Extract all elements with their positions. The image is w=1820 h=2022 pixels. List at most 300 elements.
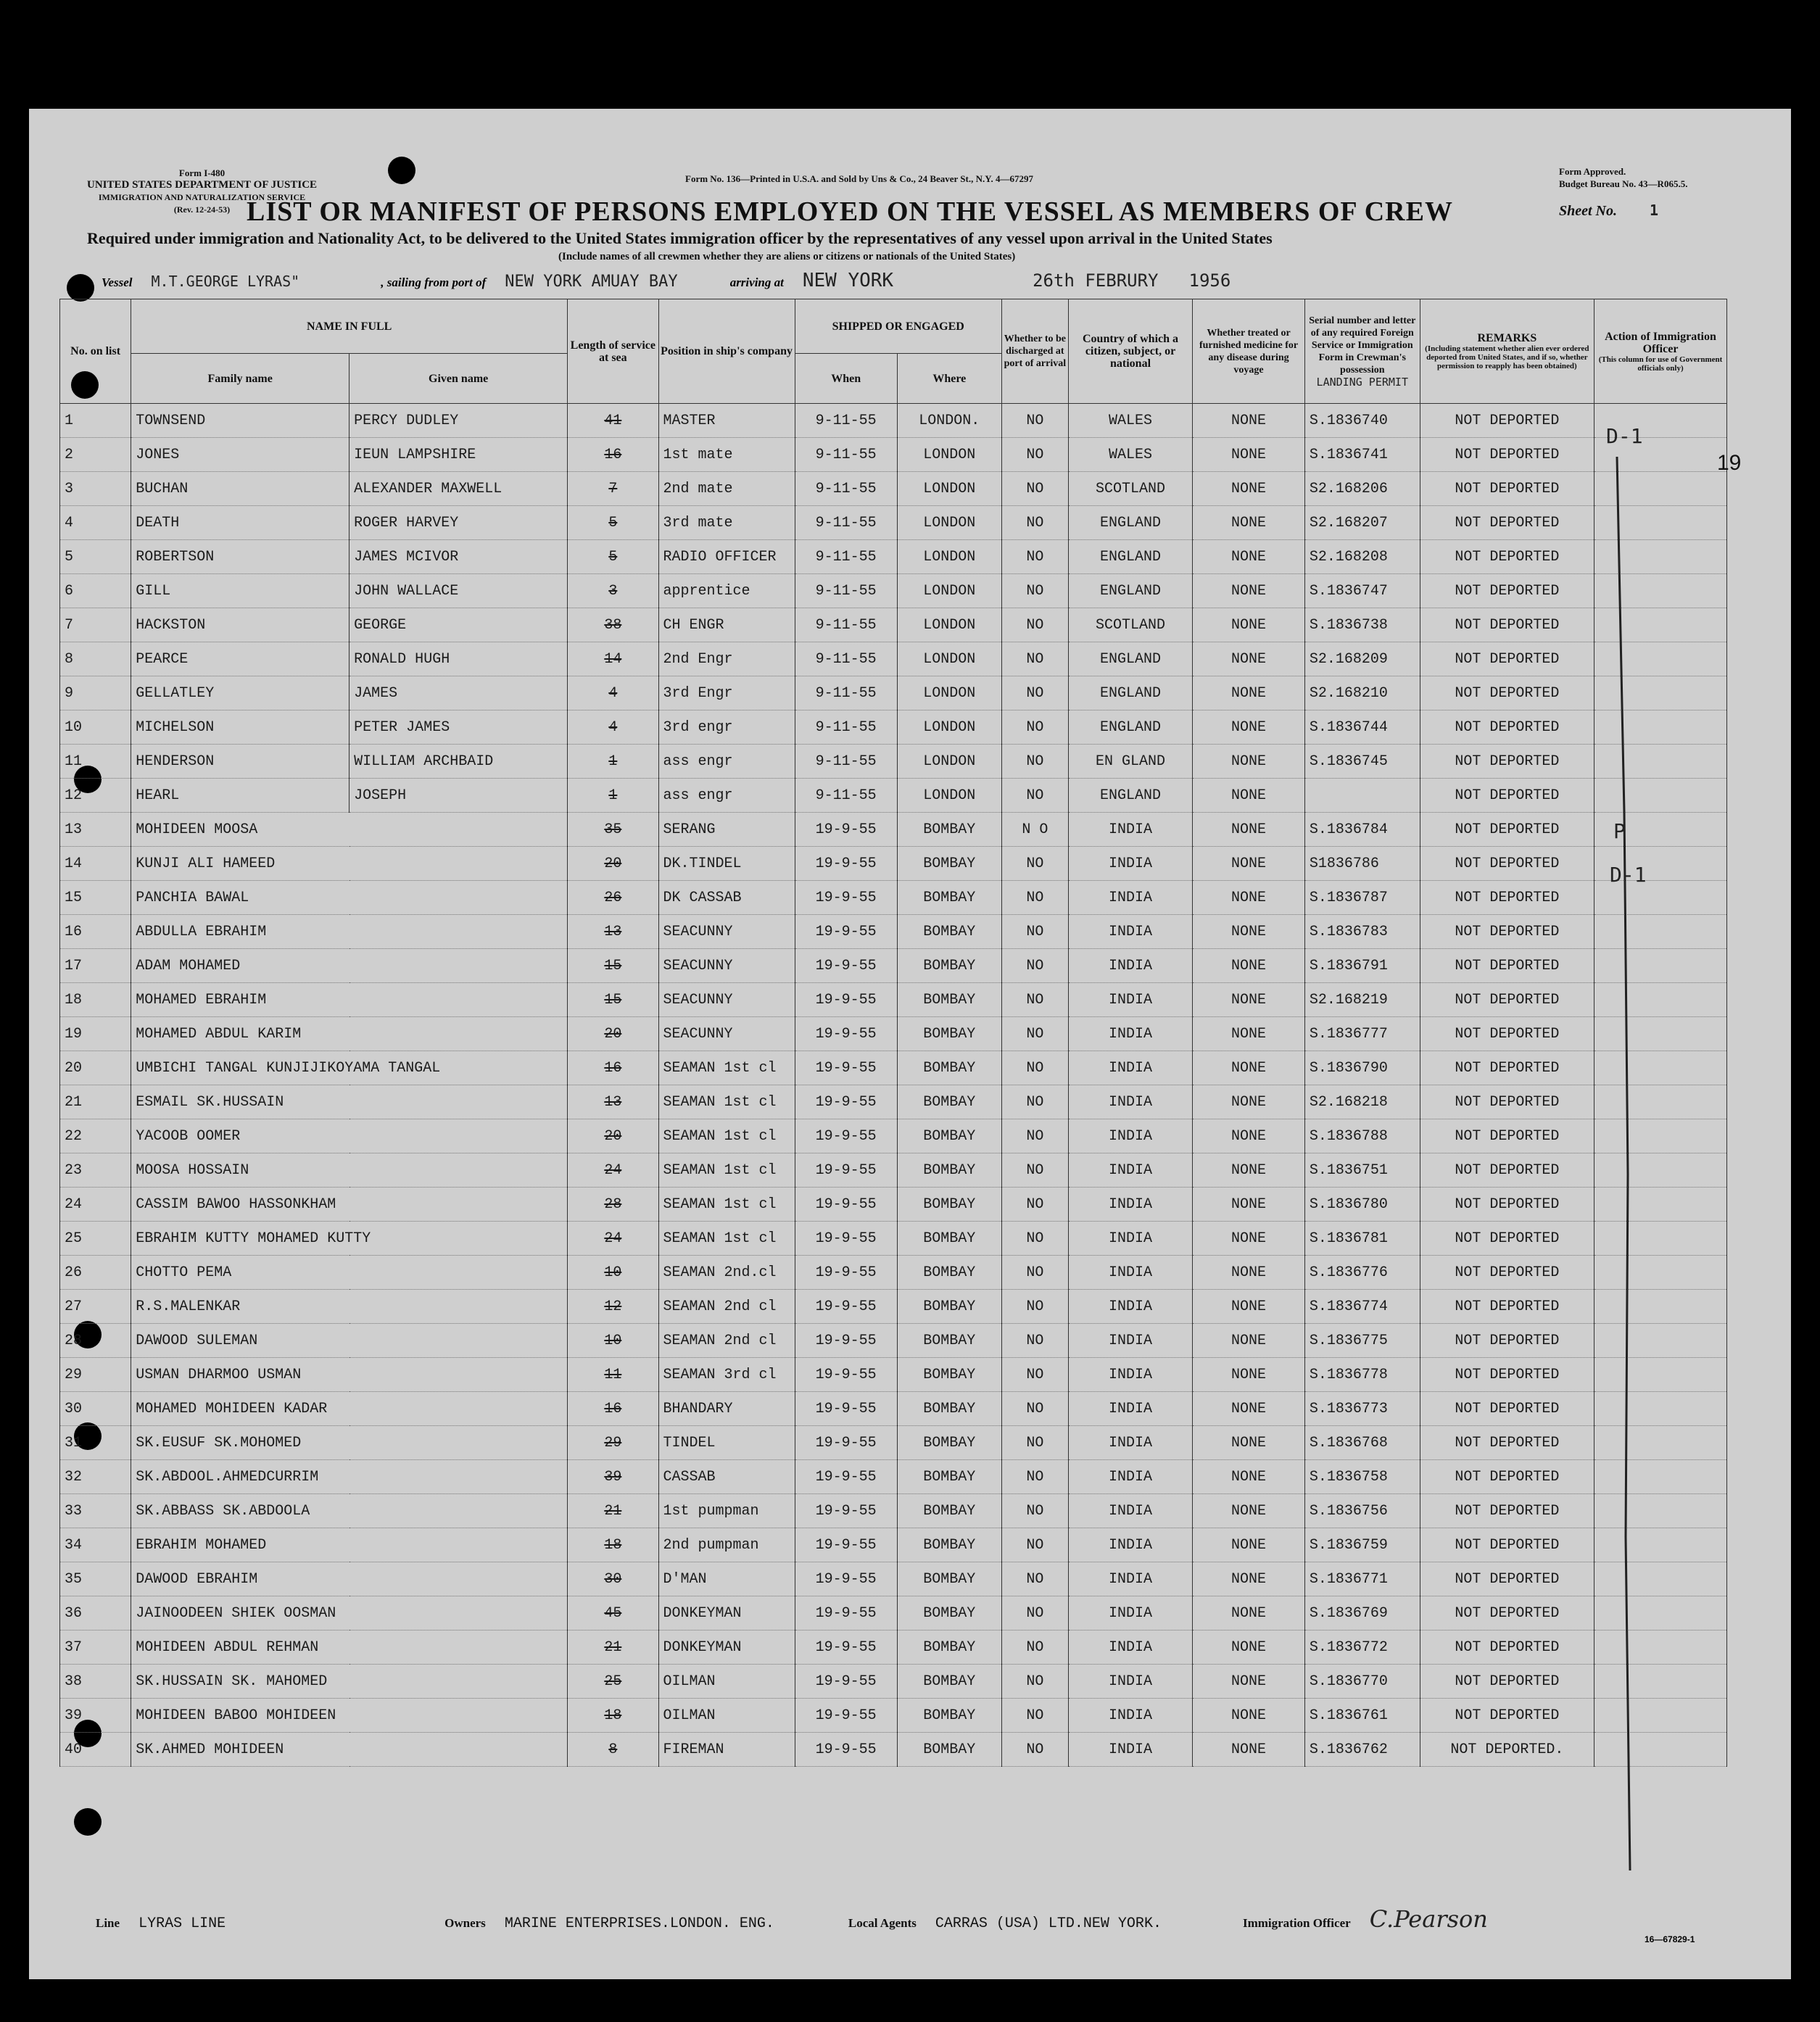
medicine-cell: NONE [1193,676,1305,710]
shipped-where-cell: BOMBAY [897,1665,1001,1699]
serial-number-cell: S.1836770 [1304,1665,1420,1699]
shipped-when-cell: 19-9-55 [795,1358,897,1392]
row-number-cell: 3 [60,472,131,506]
serial-number-cell [1304,779,1420,813]
medicine-cell: NONE [1193,1494,1305,1528]
remarks-cell: NOT DEPORTED [1420,1665,1594,1699]
table-row [60,472,1727,506]
position-cell: SEAMAN 2nd cl [658,1290,795,1324]
remarks-cell: NOT DEPORTED [1420,438,1594,472]
shipped-where-cell: BOMBAY [897,1699,1001,1733]
serial-number-cell: S.1836776 [1304,1256,1420,1290]
discharge-cell: NO [1001,1699,1068,1733]
position-cell: SERANG [658,813,795,847]
family-name-cell: TOWNSEND [131,404,349,438]
shipped-where-cell: LONDON [897,745,1001,779]
serial-number-cell: S.1836751 [1304,1153,1420,1188]
shipped-where-cell: LONDON [897,710,1001,745]
medicine-cell: NONE [1193,949,1305,983]
shipped-when-cell: 19-9-55 [795,915,897,949]
remarks-cell: NOT DEPORTED [1420,1256,1594,1290]
position-cell: DK.TINDEL [658,847,795,881]
medicine-cell: NONE [1193,1256,1305,1290]
family-name-cell: MOHAMED ABDUL KARIM [131,1017,568,1051]
row-number-cell: 6 [60,574,131,608]
action-note: D-1 [1606,424,1643,448]
shipped-where-cell: LONDON [897,472,1001,506]
position-cell: SEAMAN 2nd cl [658,1324,795,1358]
medicine-cell: NONE [1193,881,1305,915]
table-row [60,574,1727,608]
discharge-cell: NO [1001,1153,1068,1188]
row-number-cell: 18 [60,983,131,1017]
position-cell: SEAMAN 2nd.cl [658,1256,795,1290]
shipped-where-cell: BOMBAY [897,1494,1001,1528]
discharge-cell: NO [1001,1494,1068,1528]
serial-number-cell: S2.168219 [1304,983,1420,1017]
sailing-port: NEW YORK AMUAY BAY [505,273,678,291]
serial-number-cell: S.1836769 [1304,1596,1420,1631]
serial-number-cell: S.1836791 [1304,949,1420,983]
col-position-header: Position in ship's company [658,299,795,404]
position-cell: RADIO OFFICER [658,540,795,574]
country-cell: ENGLAND [1068,710,1192,745]
row-number-cell: 38 [60,1665,131,1699]
shipped-when-cell: 9-11-55 [795,745,897,779]
position-cell: SEAMAN 1st cl [658,1222,795,1256]
family-name-cell: KUNJI ALI HAMEED [131,847,568,881]
serial-number-cell: S.1836772 [1304,1631,1420,1665]
table-row [60,438,1727,472]
service-length-cell: 4 [568,710,658,745]
shipped-where-cell: BOMBAY [897,1256,1001,1290]
form-code: 16—67829-1 [1645,1934,1695,1944]
arrival-port: NEW YORK [802,270,894,291]
row-number-cell: 36 [60,1596,131,1631]
given-name-cell: ALEXANDER MAXWELL [349,472,568,506]
service-length-cell: 18 [568,1699,658,1733]
shipped-when-cell: 19-9-55 [795,1051,897,1085]
service-length-cell: 15 [568,949,658,983]
row-number-cell: 39 [60,1699,131,1733]
remarks-cell: NOT DEPORTED [1420,1153,1594,1188]
shipped-where-cell: BOMBAY [897,915,1001,949]
discharge-cell: NO [1001,1256,1068,1290]
country-cell: EN GLAND [1068,745,1192,779]
country-cell: INDIA [1068,1665,1192,1699]
shipped-when-cell: 19-9-55 [795,1017,897,1051]
serial-number-cell: S2.168218 [1304,1085,1420,1119]
medicine-cell: NONE [1193,506,1305,540]
serial-number-cell: S.1836781 [1304,1222,1420,1256]
shipped-when-cell: 19-9-55 [795,1153,897,1188]
family-name-cell: SK.HUSSAIN SK. MAHOMED [131,1665,568,1699]
country-cell: ENGLAND [1068,642,1192,676]
family-name-cell: CHOTTO PEMA [131,1256,568,1290]
medicine-cell: NONE [1193,1051,1305,1085]
shipped-when-cell: 19-9-55 [795,1290,897,1324]
position-cell: 1st pumpman [658,1494,795,1528]
shipped-where-cell: LONDON [897,779,1001,813]
action-bracket-line [1595,449,1653,1885]
row-number-cell: 11 [60,745,131,779]
family-name-cell: YACOOB OOMER [131,1119,568,1153]
shipped-where-cell: BOMBAY [897,1324,1001,1358]
discharge-cell: NO [1001,1460,1068,1494]
country-cell: INDIA [1068,1358,1192,1392]
medicine-cell: NONE [1193,1460,1305,1494]
discharge-cell: NO [1001,847,1068,881]
given-name-cell: WILLIAM ARCHBAID [349,745,568,779]
agents-value: CARRAS (USA) LTD.NEW YORK. [935,1915,1162,1932]
country-cell: ENGLAND [1068,779,1192,813]
serial-number-cell: S1836786 [1304,847,1420,881]
serial-number-cell: S.1836783 [1304,915,1420,949]
medicine-cell: NONE [1193,642,1305,676]
remarks-cell: NOT DEPORTED [1420,949,1594,983]
shipped-when-cell: 9-11-55 [795,540,897,574]
service-length-cell: 10 [568,1324,658,1358]
position-cell: 2nd pumpman [658,1528,795,1562]
discharge-cell: NO [1001,642,1068,676]
family-name-cell: GILL [131,574,349,608]
remarks-cell: NOT DEPORTED [1420,608,1594,642]
medicine-cell: NONE [1193,1153,1305,1188]
given-name-cell: JAMES MCIVOR [349,540,568,574]
country-cell: INDIA [1068,1392,1192,1426]
position-cell: BHANDARY [658,1392,795,1426]
row-number-cell: 9 [60,676,131,710]
position-cell: 2nd mate [658,472,795,506]
remarks-cell: NOT DEPORTED [1420,1358,1594,1392]
shipped-where-cell: BOMBAY [897,1290,1001,1324]
table-row [60,881,1727,915]
table-row [60,676,1727,710]
service-length-cell: 24 [568,1222,658,1256]
table-row [60,1460,1727,1494]
position-cell: SEACUNNY [658,1017,795,1051]
printer-note: Form No. 136—Printed in U.S.A. and Sold by Uns & Co., 24 Beaver St., N.Y. 4—67297 [685,173,1033,184]
service-length-cell: 5 [568,540,658,574]
shipped-when-cell: 19-9-55 [795,1665,897,1699]
position-cell: 2nd Engr [658,642,795,676]
family-name-cell: ABDULLA EBRAHIM [131,915,568,949]
remarks-cell: NOT DEPORTED [1420,676,1594,710]
shipped-when-cell: 9-11-55 [795,779,897,813]
country-cell: ENGLAND [1068,540,1192,574]
family-name-cell: PEARCE [131,642,349,676]
col-shipped-header: SHIPPED OR ENGAGED [795,299,1001,354]
service-length-cell: 45 [568,1596,658,1631]
table-row [60,949,1727,983]
country-cell: INDIA [1068,1631,1192,1665]
shipped-where-cell: BOMBAY [897,1017,1001,1051]
serial-number-cell: S2.168206 [1304,472,1420,506]
crew-rows [60,404,1727,1767]
given-name-cell: GEORGE [349,608,568,642]
given-name-cell: RONALD HUGH [349,642,568,676]
col-family-header: Family name [131,354,349,404]
family-name-cell: GELLATLEY [131,676,349,710]
service-length-cell: 16 [568,438,658,472]
discharge-cell: NO [1001,404,1068,438]
medicine-cell: NONE [1193,574,1305,608]
shipped-where-cell: BOMBAY [897,1528,1001,1562]
col-name-header: NAME IN FULL [131,299,568,354]
table-row [60,745,1727,779]
shipped-when-cell: 9-11-55 [795,710,897,745]
margin-note: 19 [1717,451,1742,475]
service-length-cell: 10 [568,1256,658,1290]
service-length-cell: 21 [568,1631,658,1665]
discharge-cell: NO [1001,1188,1068,1222]
country-cell: INDIA [1068,1596,1192,1631]
family-name-cell: ROBERTSON [131,540,349,574]
discharge-cell: NO [1001,540,1068,574]
vessel-name: M.T.GEORGE LYRAS" [151,273,300,290]
table-row [60,1631,1727,1665]
position-cell: 1st mate [658,438,795,472]
position-cell: 3rd engr [658,710,795,745]
discharge-cell: NO [1001,1562,1068,1596]
position-cell: SEAMAN 1st cl [658,1119,795,1153]
remarks-cell: NOT DEPORTED [1420,1017,1594,1051]
family-name-cell: EBRAHIM KUTTY MOHAMED KUTTY [131,1222,568,1256]
given-name-cell: PERCY DUDLEY [349,404,568,438]
position-cell: SEAMAN 1st cl [658,1188,795,1222]
remarks-cell: NOT DEPORTED [1420,1188,1594,1222]
shipped-where-cell: BOMBAY [897,1051,1001,1085]
country-cell: INDIA [1068,983,1192,1017]
shipped-when-cell: 19-9-55 [795,1392,897,1426]
family-name-cell: JONES [131,438,349,472]
shipped-where-cell: LONDON [897,438,1001,472]
row-number-cell: 13 [60,813,131,847]
service-length-cell: 21 [568,1494,658,1528]
row-number-cell: 37 [60,1631,131,1665]
table-row [60,847,1727,881]
serial-number-cell: S2.168207 [1304,506,1420,540]
row-number-cell: 21 [60,1085,131,1119]
row-number-cell: 8 [60,642,131,676]
position-cell: DK CASSAB [658,881,795,915]
service-length-cell: 20 [568,1119,658,1153]
remarks-cell: NOT DEPORTED [1420,1085,1594,1119]
remarks-cell: NOT DEPORTED [1420,540,1594,574]
country-cell: SCOTLAND [1068,608,1192,642]
given-name-cell: PETER JAMES [349,710,568,745]
action-note: D-1 [1610,863,1647,887]
country-cell: ENGLAND [1068,676,1192,710]
serial-number-cell: S.1836745 [1304,745,1420,779]
row-number-cell: 16 [60,915,131,949]
family-name-cell: SK.ABBASS SK.ABDOOLA [131,1494,568,1528]
service-length-cell: 7 [568,472,658,506]
serial-number-cell: S.1836771 [1304,1562,1420,1596]
medicine-cell: NONE [1193,847,1305,881]
service-length-cell: 1 [568,745,658,779]
serial-number-cell: S.1836768 [1304,1426,1420,1460]
discharge-cell: NO [1001,1222,1068,1256]
shipped-when-cell: 19-9-55 [795,1631,897,1665]
service-length-cell: 35 [568,813,658,847]
country-cell: INDIA [1068,813,1192,847]
discharge-cell: NO [1001,1324,1068,1358]
country-cell: INDIA [1068,915,1192,949]
punch-hole [74,1808,102,1836]
table-row [60,813,1727,847]
family-name-cell: DAWOOD SULEMAN [131,1324,568,1358]
remarks-cell: NOT DEPORTED [1420,745,1594,779]
serial-number-cell: S.1836761 [1304,1699,1420,1733]
table-row [60,1426,1727,1460]
remarks-cell: NOT DEPORTED [1420,1596,1594,1631]
family-name-cell: ADAM MOHAMED [131,949,568,983]
country-cell: INDIA [1068,1733,1192,1767]
family-name-cell: MOHIDEEN BABOO MOHIDEEN [131,1699,568,1733]
serial-number-cell: S.1836756 [1304,1494,1420,1528]
table-row [60,404,1727,438]
shipped-when-cell: 19-9-55 [795,1562,897,1596]
service-length-cell: 3 [568,574,658,608]
family-name-cell: DEATH [131,506,349,540]
family-name-cell: MOHAMED MOHIDEEN KADAR [131,1392,568,1426]
country-cell: INDIA [1068,881,1192,915]
table-row [60,1017,1727,1051]
family-name-cell: ESMAIL SK.HUSSAIN [131,1085,568,1119]
table-row [60,1733,1727,1767]
family-name-cell: EBRAHIM MOHAMED [131,1528,568,1562]
country-cell: INDIA [1068,1085,1192,1119]
serial-number-cell: S.1836774 [1304,1290,1420,1324]
country-cell: INDIA [1068,1426,1192,1460]
table-row [60,506,1727,540]
shipped-where-cell: BOMBAY [897,813,1001,847]
serial-number-cell: S.1836758 [1304,1460,1420,1494]
table-row [60,1153,1727,1188]
shipped-when-cell: 19-9-55 [795,949,897,983]
medicine-cell: NONE [1193,1699,1305,1733]
remarks-cell: NOT DEPORTED [1420,1699,1594,1733]
shipped-when-cell: 9-11-55 [795,506,897,540]
table-row [60,1562,1727,1596]
position-cell: ass engr [658,745,795,779]
discharge-cell: NO [1001,1426,1068,1460]
row-number-cell: 1 [60,404,131,438]
shipped-where-cell: LONDON [897,540,1001,574]
medicine-cell: NONE [1193,1631,1305,1665]
family-name-cell: MOHIDEEN MOOSA [131,813,568,847]
row-number-cell: 19 [60,1017,131,1051]
shipped-when-cell: 19-9-55 [795,813,897,847]
col-remarks-header: REMARKS (Including statement whether alien ever ordered deported from United States, and if so, whether permission to reapply has been obtained) [1420,299,1594,404]
position-cell: ass engr [658,779,795,813]
shipped-where-cell: BOMBAY [897,1188,1001,1222]
serial-number-cell: S.1836775 [1304,1324,1420,1358]
country-cell: INDIA [1068,1222,1192,1256]
remarks-cell: NOT DEPORTED [1420,1460,1594,1494]
row-number-cell: 35 [60,1562,131,1596]
remarks-cell: NOT DEPORTED [1420,1222,1594,1256]
family-name-cell: MOHAMED EBRAHIM [131,983,568,1017]
col-action-header: Action of Immigration Officer (This column for use of Government officials only) [1594,299,1727,404]
medicine-cell: NONE [1193,1358,1305,1392]
footer: Line LYRAS LINE Owners MARINE ENTERPRISES.LONDON. ENG. Local Agents CARRAS (USA) LTD.NEW YORK. Immigration Officer C.Pearson [96,1905,1488,1933]
position-cell: SEAMAN 1st cl [658,1153,795,1188]
vessel-line: Vessel M.T.GEORGE LYRAS" , sailing from port of NEW YORK AMUAY BAY arriving at NEW YORK 26th FEBRURY 1956 [102,270,1231,291]
remarks-cell: NOT DEPORTED [1420,915,1594,949]
position-cell: D'MAN [658,1562,795,1596]
position-cell: DONKEYMAN [658,1596,795,1631]
row-number-cell: 25 [60,1222,131,1256]
row-number-cell: 17 [60,949,131,983]
medicine-cell: NONE [1193,1085,1305,1119]
country-cell: INDIA [1068,1324,1192,1358]
shipped-when-cell: 19-9-55 [795,1460,897,1494]
shipped-where-cell: BOMBAY [897,881,1001,915]
row-number-cell: 28 [60,1324,131,1358]
row-number-cell: 4 [60,506,131,540]
discharge-cell: NO [1001,1392,1068,1426]
table-row [60,1392,1727,1426]
family-name-cell: SK.AHMED MOHIDEEN [131,1733,568,1767]
budget-block: Form Approved. Budget Bureau No. 43—R065.5. [1559,166,1688,189]
discharge-cell: NO [1001,1085,1068,1119]
medicine-cell: NONE [1193,404,1305,438]
shipped-when-cell: 9-11-55 [795,676,897,710]
table-row [60,1290,1727,1324]
row-number-cell: 34 [60,1528,131,1562]
given-name-cell: JOHN WALLACE [349,574,568,608]
position-cell: 3rd Engr [658,676,795,710]
medicine-cell: NONE [1193,745,1305,779]
medicine-cell: NONE [1193,1426,1305,1460]
serial-number-cell: S.1836762 [1304,1733,1420,1767]
discharge-cell: NO [1001,1051,1068,1085]
remarks-cell: NOT DEPORTED [1420,1562,1594,1596]
table-row [60,779,1727,813]
given-name-cell: IEUN LAMPSHIRE [349,438,568,472]
given-name-cell: JAMES [349,676,568,710]
serial-number-cell: S.1836759 [1304,1528,1420,1562]
discharge-cell: NO [1001,1733,1068,1767]
service-length-cell: 1 [568,779,658,813]
remarks-cell: NOT DEPORTED [1420,506,1594,540]
shipped-where-cell: LONDON. [897,404,1001,438]
table-row [60,1256,1727,1290]
table-row [60,1528,1727,1562]
country-cell: INDIA [1068,1494,1192,1528]
service-length-cell: 4 [568,676,658,710]
shipped-when-cell: 19-9-55 [795,1256,897,1290]
service-length-cell: 28 [568,1188,658,1222]
shipped-where-cell: LONDON [897,574,1001,608]
table-row [60,983,1727,1017]
position-cell: OILMAN [658,1699,795,1733]
country-cell: INDIA [1068,1290,1192,1324]
family-name-cell: CASSIM BAWOO HASSONKHAM [131,1188,568,1222]
medicine-cell: NONE [1193,438,1305,472]
shipped-where-cell: BOMBAY [897,1222,1001,1256]
serial-number-cell: S.1836740 [1304,404,1420,438]
country-cell: INDIA [1068,1256,1192,1290]
col-serial-header: Serial number and letter of any required Foreign Service or Immigration Form in Crewman's possession LANDING PERMIT [1304,299,1420,404]
table-row [60,1358,1727,1392]
table-row [60,1051,1727,1085]
shipped-where-cell: BOMBAY [897,1358,1001,1392]
row-number-cell: 31 [60,1426,131,1460]
shipped-when-cell: 19-9-55 [795,1119,897,1153]
